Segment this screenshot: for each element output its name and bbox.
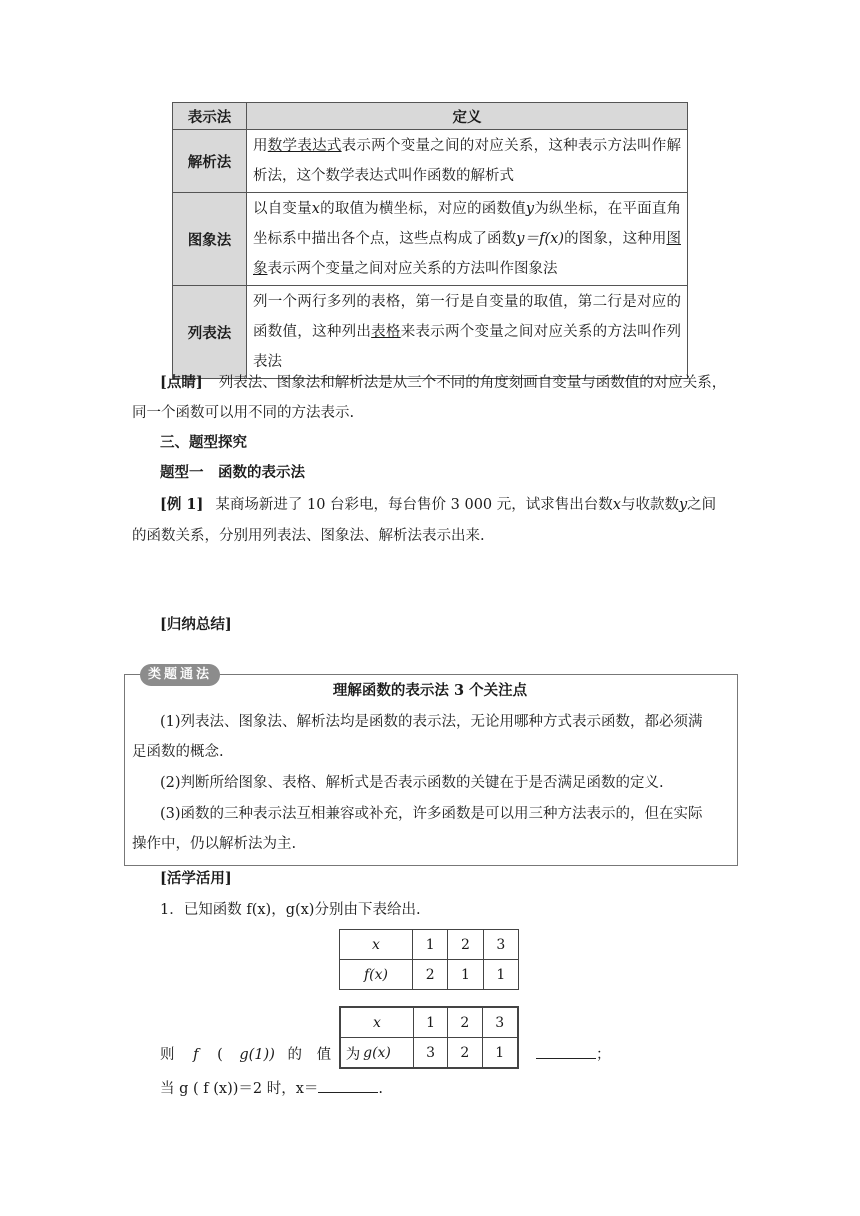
text: 则: [160, 1047, 175, 1063]
text: 某商场新进了 10 台彩电，每台售价 3 000 元，试求售出台数: [215, 497, 613, 513]
table-cell: 2: [448, 930, 483, 960]
type-title: 题型一 函数的表示法: [160, 464, 305, 481]
table-cell: 1: [448, 960, 483, 990]
question-1-intro: 1．已知函数 f(x)，g(x)分别由下表给出.: [160, 902, 421, 918]
summary-heading: [归纳总结]: [160, 616, 232, 633]
answer-blank-1[interactable]: [536, 1040, 611, 1070]
note-line-1: [160, 368, 726, 398]
text: 为纵坐标，在平面直角坐标系中描出各个点，这些点构成了函数: [253, 201, 682, 247]
table-row: [173, 286, 688, 379]
table-cell: f(x): [340, 960, 413, 990]
text: 列一个两行多列的表格，第一行是自变量的取值，第二行是对应的函数值，这种列出: [253, 294, 681, 340]
underlined-term: 表格: [371, 324, 401, 340]
table-row: [340, 1007, 518, 1038]
table-cell: 2: [413, 960, 448, 990]
box-title: 理解函数的表示法 3 个关注点: [332, 682, 528, 699]
method-cell: 图象法: [173, 193, 247, 286]
example-tag: [例 1]: [160, 496, 204, 513]
variable: x: [311, 201, 320, 217]
box-item-1-line-1: (1)列表法、图象法、解析法均是函数的表示法，无论用哪种方式表示函数，都必须满: [160, 714, 703, 730]
box-item-3-line-1: (3)函数的三种表示法互相兼容或补充，许多函数是可以用三种方法表示的，但在实际: [160, 806, 703, 822]
box-item-2: (2)判断所给图象、表格、解析式是否表示函数的关键在于是否满足函数的定义.: [160, 775, 664, 791]
header-definition: 定义: [247, 103, 688, 130]
text: 与收款数: [620, 497, 679, 513]
table-cell: x: [340, 930, 413, 960]
question-1-ask-2: [160, 1074, 383, 1104]
formula: y＝f(x): [516, 231, 565, 247]
variable: y: [678, 497, 688, 513]
table-cell: 3: [483, 930, 518, 960]
text: 表示两个变量之间对应关系的方法叫作图象法: [267, 261, 558, 277]
text: 的: [287, 1047, 302, 1063]
text: f: [193, 1047, 199, 1063]
underlined-term: 数学表达式: [267, 138, 342, 154]
text: 表示两个变量之间的对应关系，这种表示方法叫作解析法，这个数学表达式叫作函数的解析式: [253, 138, 682, 184]
text: .: [378, 1081, 384, 1097]
function-g-table: [339, 1006, 519, 1069]
note-text: 列表法、图象法和解析法是从三个不同的角度刻画自变量与函数值的对应关系，: [218, 375, 727, 391]
table-row: [340, 1038, 518, 1069]
table-cell: 3: [482, 1007, 518, 1038]
text: 来表示两个变量之间对应关系的方法叫作列表法: [253, 324, 682, 370]
text: 用: [253, 138, 268, 154]
table-header-row: [173, 103, 688, 130]
text: 以自变量: [253, 201, 312, 217]
method-cell: 列表法: [173, 286, 247, 379]
note-tag: [点睛]: [160, 374, 203, 391]
answer-blank-2[interactable]: [318, 1076, 378, 1093]
table-row: [173, 130, 688, 193]
text: 为: [345, 1047, 361, 1063]
table-cell: 1: [414, 1007, 448, 1038]
table-cell: 1: [482, 1038, 518, 1069]
definition-cell: [247, 193, 688, 286]
text: ；: [596, 1047, 611, 1063]
text: g(1)): [239, 1047, 275, 1063]
section-title: 三、题型探究: [160, 434, 247, 451]
text: (: [217, 1047, 223, 1063]
table-row: [340, 960, 519, 990]
example-line-2: 的函数关系，分别用列表法、图象法、解析法表示出来.: [132, 528, 485, 544]
method-cell: 解析法: [173, 130, 247, 193]
underlined-term: 图象: [253, 231, 681, 277]
note-line-2: 同一个函数可以用不同的方法表示.: [132, 405, 355, 421]
text: 当 g ( f (x))＝2 时，x＝: [160, 1081, 319, 1097]
box-item-3-line-2: 操作中，仍以解析法为主.: [132, 836, 297, 852]
box-item-1-line-2: 足函数的概念.: [132, 744, 224, 760]
variable: x: [612, 497, 621, 513]
method-badge: 类题通法: [140, 664, 220, 686]
table-cell: g(x): [340, 1038, 414, 1069]
practice-heading: [活学活用]: [160, 870, 232, 887]
table-row: [173, 193, 688, 286]
function-f-table: [339, 929, 519, 990]
text: 的图象，这种用: [564, 231, 667, 247]
example-line-1: [160, 490, 716, 520]
table-cell: 3: [414, 1038, 448, 1069]
variable: y: [525, 201, 535, 217]
table-row: [340, 930, 519, 960]
text: 之间: [687, 497, 717, 513]
header-method: 表示法: [173, 103, 247, 130]
table-cell: 1: [483, 960, 518, 990]
definition-cell: [247, 286, 688, 379]
table-cell: 2: [448, 1038, 482, 1069]
table-cell: x: [340, 1007, 414, 1038]
definition-cell: [247, 130, 688, 193]
table-cell: 2: [448, 1007, 482, 1038]
text: 值: [316, 1047, 332, 1063]
text: 的取值为横坐标，对应的函数值: [319, 201, 526, 217]
representation-definition-table: [172, 102, 688, 379]
question-1-ask-1: [160, 1040, 360, 1070]
answer-line[interactable]: [536, 1042, 596, 1059]
table-cell: 1: [413, 930, 448, 960]
